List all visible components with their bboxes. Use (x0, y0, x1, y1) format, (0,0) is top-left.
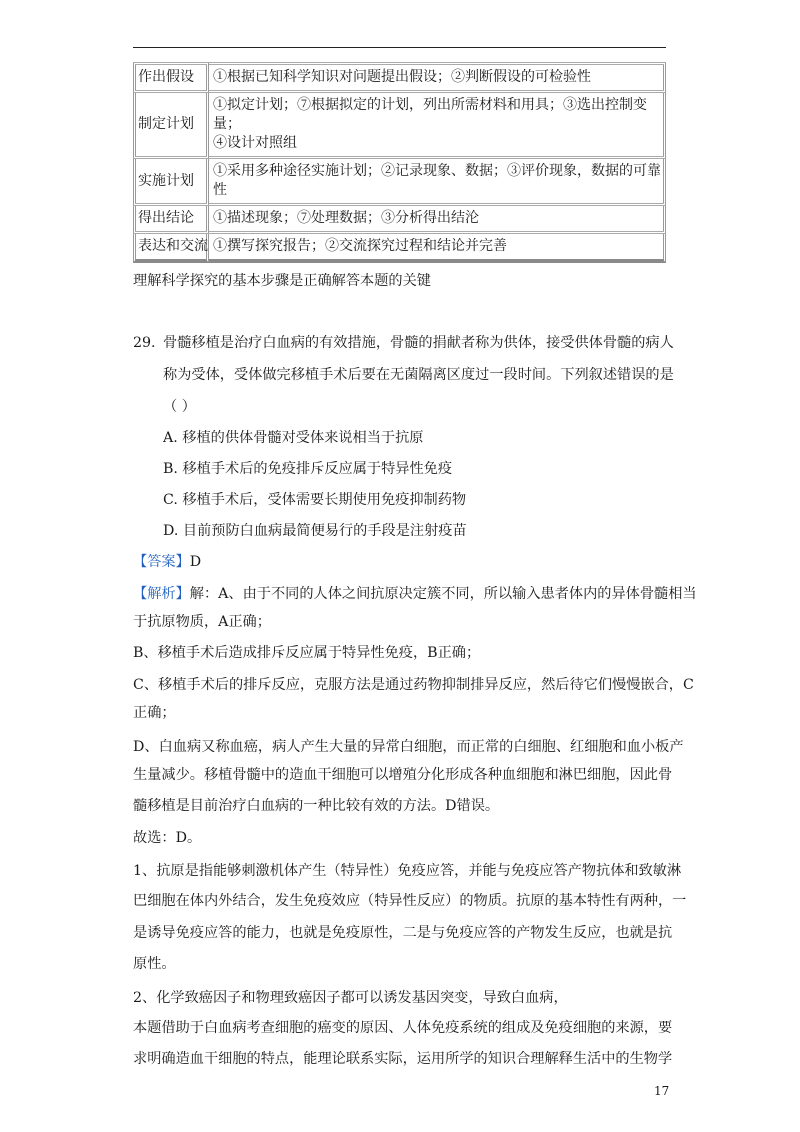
step-content-text: ①描述现象；⑦处理数据；③分析得出结沦 (213, 210, 479, 226)
analysis-line: C、移植手术后的排斥反应，克服方法是通过药物抑制排异反应，然后待它们慢慢嵌合，C (133, 677, 694, 693)
option-d: D. 目前预防白血病最简便易行的手段是注射疫苗 (163, 523, 467, 539)
step-content-cell (209, 62, 666, 93)
analysis-line: 原性。 (133, 956, 176, 972)
question-number: 29. (133, 335, 156, 351)
analysis-line: 于抗原物质，A正确； (133, 614, 271, 630)
analysis-line: D、白血病又称血癌，病人产生大量的异常白细胞，而正常的白细胞、红细胞和血小板产 (133, 739, 684, 755)
table-row (133, 159, 666, 206)
analysis-line: 本题借助于白血病考查细胞的癌变的原因、人体免疫系统的组成及免疫细胞的来源，要 (133, 1020, 673, 1036)
page-number: 17 (654, 1084, 670, 1098)
question-stem-line: 骨髓移植是治疗白血病的有效措施，骨髓的捐献者称为供体，接受供体骨髓的病人 (163, 335, 674, 351)
analysis-line: 故选：D。 (133, 830, 202, 846)
inquiry-steps-table (133, 62, 666, 263)
step-content-text: ①拟定计划；⑦根据拟定的计划，列出所需材料和用具；③选出控制变量； (213, 97, 647, 132)
analysis-line: 是诱导免疫应答的能力，也就是免疫原性，二是与免疫应答的产物发生反应，也就是抗 (133, 925, 673, 941)
answer-blank: （ ） (163, 399, 196, 415)
step-name-cell: 实施计划 (133, 159, 209, 206)
analysis-line (133, 584, 697, 604)
summary-text: 理解科学探究的基本步骤是正确解答本题的关键 (133, 273, 431, 289)
analysis-line: 求明确造血干细胞的特点，能理论联系实际，运用所学的知识合理解释生活中的生物学 (133, 1051, 673, 1067)
analysis-line: 髓移植是目前治疗白血病的一种比较有效的方法。D错误。 (133, 798, 500, 814)
table-row (133, 234, 666, 263)
analysis-text: 解：A、由于不同的人体之间抗原决定簇不同，所以输入患者体内的异体骨髓相当 (189, 586, 697, 602)
step-content-text: ④设计对照组 (213, 135, 297, 151)
answer-tag: 【答案】 (133, 554, 190, 570)
option-c: C. 移植手术后，受体需要长期使用免疫抑制药物 (163, 492, 467, 508)
analysis-line: 正确； (133, 705, 176, 721)
step-name-cell: 制定计划 (133, 93, 209, 159)
analysis-line: B、移植手术后造成排斥反应属于特异性免疫，B正确； (133, 645, 481, 661)
analysis-line: 2、化学致癌因子和物理致癌因子都可以诱发基因突变，导致白血病， (133, 990, 568, 1006)
analysis-line: 1、抗原是指能够刺激机体产生（特异性）免疫应答，并能与免疫应答产物抗体和致敏淋 (133, 863, 682, 879)
table-row (133, 62, 666, 93)
analysis-line: 巴细胞在体内外结合，发生免疫效应（特异性反应）的物质。抗原的基本特性有两种，一 (133, 893, 687, 909)
table-row (133, 93, 666, 159)
step-content-text: ①根据已知科学知识对问题提出假设；②判断假设的可检验性 (213, 69, 591, 85)
step-name-cell: 表达和交流 (133, 234, 209, 263)
step-content-text: ①撰写探究报告；②交流探究过程和结论并完善 (213, 238, 507, 254)
step-name-cell: 作出假设 (133, 62, 209, 93)
step-content-cell (209, 93, 666, 159)
option-b: B. 移植手术后的免疫排斥反应属于特异性免疫 (163, 461, 453, 477)
answer-line (133, 552, 201, 572)
table-row (133, 206, 666, 234)
analysis-tag: 【解析】 (133, 586, 190, 602)
step-content-cell (209, 159, 666, 206)
option-a: A. 移植的供体骨髓对受体来说相当于抗原 (163, 430, 424, 446)
header-rule (133, 47, 666, 48)
analysis-line: 生量减少。移植骨髓中的造血干细胞可以增殖分化形成各种血细胞和淋巴细胞，因此骨 (133, 767, 673, 783)
step-content-cell (209, 234, 666, 263)
step-content-text: ①采用多种途径实施计划；②记录现象、数据；③评价现象，数据的可靠性 (213, 163, 661, 198)
step-content-cell (209, 206, 666, 234)
answer-value: D (189, 554, 202, 570)
question-stem-line: 称为受体，受体做完移植手术后要在无菌隔离区度过一段时间。下列叙述错误的是 (163, 367, 674, 383)
step-name-cell: 得出结论 (133, 206, 209, 234)
